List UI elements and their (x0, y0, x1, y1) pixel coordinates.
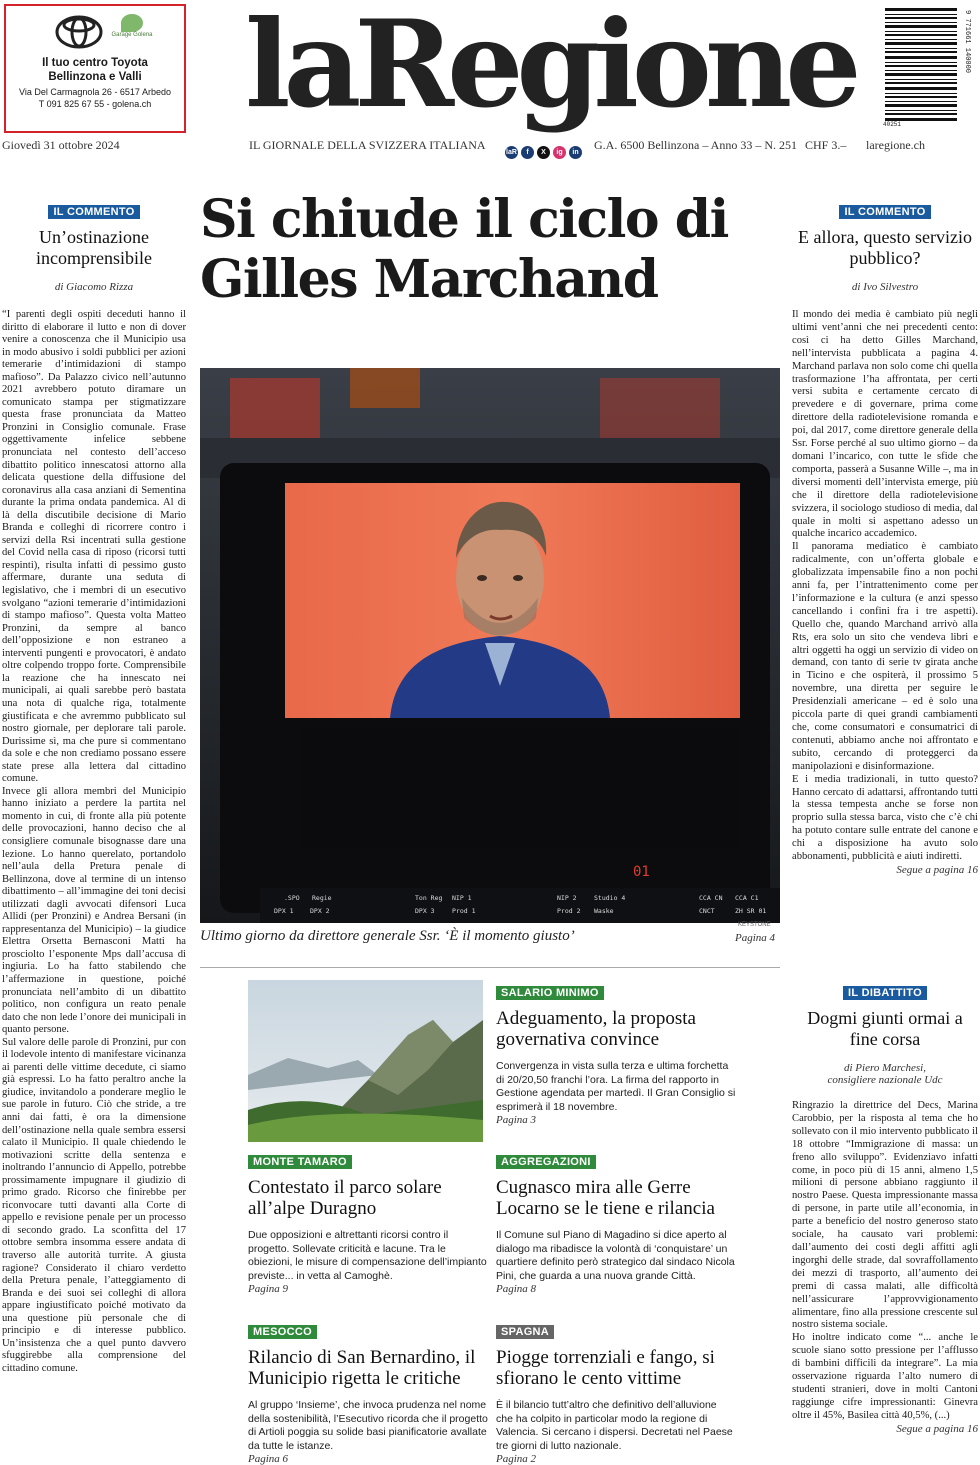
debate-column (792, 981, 978, 1435)
continued-pageref[interactable]: Segue a pagina 16 (896, 863, 978, 876)
left-commentary (2, 200, 186, 1375)
website[interactable]: laregione.ch (866, 138, 925, 152)
commentary-kicker: IL COMMENTO (839, 205, 930, 219)
toyota-logo-icon (54, 14, 104, 50)
commentary-body: “I parenti degli ospiti deceduti hanno il diritto di elaborare il lutto e non di dover venire a conoscenza che il Municipio usa in modo abusivo i soldi pubblici per azioni temerarie d’intimidazioni di stampo mafioso”. Da Palazzo civico nell’autunno 2021 avrebbero potuto diramare un comunicato stampa per stigmatizzare questa frase pronunciata da Matteo Pronzini in Consiglio comunale. Frase oggettivamente infelice sebbene pronunciata nel contesto dell’acceso dibattito politico innescatosi attorno alla delicata questione della diffusione del coronavirus alla casa anziani di Sementina durante la prima ondata pandemica. Al di là della discutibile decisione di Mario Branda e colleghi di ricorrere contro i servizi della Rsi incentrati sulla gestione del Covid nella casa di riposo (ricorsi tutti respinti), risulta infatti di pessimo gusto affermare, durante una seduta di legislativo, che i membri di un esecutivo svolgano “azioni temerarie d’intimidazioni di stampo mafioso”. Questa volta Matteo Pronzini, da sempre al banco dell’opposizione e non estraneo a interventi pungenti e provocatori, è andato oltre colpendo troppo forte. Comprensibile la reazione che ha innescato nei municipali, ai quali sarebbe però bastata una nota di qualche riga, totalmente giustificata e che avremmo pubblicato sul nostro giornale, per deplorare tali parole. Durissime sì, ma che pure si commentano da sole e che non crediamo possano essere state prese alla lettera dal cittadino comune. Invece gli allora membri del Municipio hanno iniziato a perdere la partita nel momento in cui, di fronte alla più potente delle provocazioni, hanno deciso che al consigliere comunale bisognasse dare una lezione. Lo hanno querelato, portandolo nell’aula della Pretura penale di Bellinzona, dove al termine di un intenso dibattimento – all’immagine dei toni decisi utilizzati dagli avvocati difensori Luca Allidi (per Pronzini) e Andrea Bersani (in rappresentanza del Municipio) – la giudice Elettra Orsetta Bernasconi Matti ha prosciolto l’esponente Mps dall’accusa di ingiuria. Lo ha fatto stabilendo che l’affermazione in questione, poiché pronunciata nell’ambito di un dibattito politico, non configura un reato penale dato che non lede l’onore dei municipali in quanto persone. Sul valore delle parole di Pronzini, pur con il lodevole intento di manifestare vicinanza ai parenti delle vittime decedute, ci siamo già espressi. Lo ha fatto peraltro anche la giudice, invitandolo a ponderare meglio le sue parole in futuro. Ciò che stride, a tre anni dai fatti, è ora la dimensione dell’ostinazione nella quale sembra essersi calato il Municipio. Il quale chiedendo le motivazioni scritte della sentenza e inoltrando l’annuncio di Appello, potrebbe prossimamente impugnare il giudizio di primo grado. Ricorso che finirebbe per riconvocare tutti davanti alla Corte di appello e revisione penale per un processo di secondo grado. La sconfitta del 17 ottobre sembra insomma essere andata di traverso alle autorità turrite. A giusta ragione? Considerato il chiaro verdetto della Pretura penale, l’atteggiamento di Branda e dei suoi sei colleghi di allora appare ingiustificato poiché motivato da una questione più personale che di principio e di interesse pubblico. Un’insistenza che a quel punto davvero sfuggirebbe alla comprensione del cittadino comune. (2, 309, 186, 1374)
photo-caption: Ultimo giorno da direttore generale Ssr. ‘È il momento giusto’ (200, 928, 575, 944)
story-kicker: SPAGNA (496, 1325, 554, 1339)
barcode-icon (883, 6, 973, 126)
masthead-logo: laRegione (245, 0, 855, 135)
story-title[interactable]: Piogge torrenziali e fango, si sfiorano le cento vittime (496, 1347, 715, 1389)
story-body: Due opposizioni e altrettanti ricorsi contro il progetto. Sollevate criticità e lacune. Tra le obiezioni, le misure di compensazione dell’impianto previste... in vetta al Camoghè. (248, 1229, 487, 1282)
story-kicker: MESOCCO (248, 1325, 317, 1339)
control-console: .SPO Regie Ton Reg NIP 1 NIP 2 Studio 4 CCA CN CCA C1 DPX 1 DPX 2 DPX 3 Prod 1 Prod 2 Waske CNCT ZH SR 01 (274, 894, 767, 915)
ad-headline: Il tuo centro Toyota Bellinzona e Valli (42, 57, 148, 83)
story-pageref[interactable]: Pagina 2 (496, 1453, 537, 1465)
story-title[interactable]: Contestato il parco solare all’alpe Duragno (248, 1177, 442, 1219)
mountain-landscape-image (248, 980, 483, 1142)
instagram-icon[interactable]: ig (553, 146, 566, 159)
story-title[interactable]: Cugnasco mira alle Gerre Locarno se le tiene e rilancia (496, 1177, 715, 1219)
main-story-pageref[interactable]: Pagina 4 (735, 932, 776, 944)
story-aggregazioni (496, 1150, 736, 1295)
barcode: 9 771661 140000 40251 (883, 6, 973, 126)
debate-body: Ringrazio la direttrice del Decs, Marina Carobbio, per la risposta al tema che ho sollevato con il mio intervento pubblicato il 18 ottobre “Immigrazione di massa: un freno allo sviluppo”. Evidenziavo infatti come, in poco più di 15 anni, almeno 1,5 milioni di persone abbiano raggiunto il nostro Paese. Questa impressionante massa di persone, in parte utile all’economia, in parte a beneficio del nostro generoso stato sociale, ha causato vari problemi: dall’aumento dei costi degli affitti agli ingorghi delle strade, dal sovraffollamento dei mezzi di trasporto, all’aumento dei premi di cassa malati, alle difficoltà nell’assicurare l’approvvigionamento alimentare, fino alla pressione crescente sul nostro sistema sociale. Ho inoltre indicato come “... anche le scuole siano sotto pressione per l’afflusso di bambini difficili da integrare”. La mia osservazione riguarda l’alto numero di studenti stranieri, dove in molti Cantoni raggiunge cifre impressionanti: Ginevra oltre il 45%, Basilea città 40,5%, (...) (792, 1100, 978, 1421)
story-body: È il bilancio tutt’altro che definitivo dell’alluvione che ha colpito in particolar modo la regione di Valencia. Si cercano i dispersi. Decretati nel Paese tre giorni di lutto nazionale. (496, 1399, 733, 1452)
price: CHF 3.– (805, 138, 847, 152)
story-body: Al gruppo ‘Insieme’, che invoca prudenza nel nome della sostenibilità, l’Esecutivo ricorda che il progetto di Artioli poggia su solide basi pianificatorie avallate da tutte le istanze. (248, 1399, 488, 1452)
debate-author-role: consigliere nazionale Udc (827, 1074, 943, 1086)
story-title[interactable]: Rilancio di San Bernardino, il Municipio rigetta le critiche (248, 1347, 476, 1389)
debate-author: di Piero Marchesi, (844, 1062, 926, 1074)
tv-studio-photo (200, 368, 780, 923)
story-kicker: SALARIO MINIMO (496, 986, 604, 1000)
facebook-icon[interactable]: f (521, 146, 534, 159)
monte-tamaro-photo[interactable] (248, 980, 483, 1142)
garage-golena-logo-icon: Garage Golena (110, 14, 154, 50)
right-commentary (792, 200, 978, 876)
social-links (505, 146, 582, 159)
story-title[interactable]: Adeguamento, la proposta governativa convince (496, 1008, 696, 1050)
debate-title[interactable]: Dogmi giunti ormai a fine corsa (807, 1008, 963, 1049)
section-divider (200, 967, 780, 968)
story-body: Convergenza in vista sulla terza e ultima forchetta di 20/20,50 franchi l’ora. La firma del rapporto in Gestione agendata per martedì. Il Gran Consiglio si esprimerà il 18 novembre. (496, 1060, 736, 1113)
toyota-ad[interactable] (4, 4, 186, 133)
story-pageref[interactable]: Pagina 8 (496, 1283, 537, 1295)
story-pageref[interactable]: Pagina 3 (496, 1114, 537, 1126)
main-photo[interactable] (200, 368, 780, 923)
commentary-title[interactable]: E allora, questo servizio pubblico? (798, 227, 972, 268)
tagline: IL GIORNALE DELLA SVIZZERA ITALIANA (249, 138, 486, 152)
story-kicker: MONTE TAMARO (248, 1155, 352, 1169)
story-spagna (496, 1320, 736, 1465)
story-salario-minimo (496, 981, 736, 1126)
story-mesocco (248, 1320, 488, 1465)
ad-contact: Via Del Carmagnola 26 - 6517 Arbedo T 091 825 67 55 - golena.ch (19, 87, 171, 109)
x-icon[interactable]: X (537, 146, 550, 159)
story-pageref[interactable]: Pagina 9 (248, 1283, 289, 1295)
story-body: Il Comune sul Piano di Magadino si dice aperto al dialogo ma ribadisce la volontà di ‘conquistare’ un quartiere definito però strategico dal sindaco Nicola Pini, che guarda a una nuova grande Città. (496, 1229, 735, 1282)
edition-info: G.A. 6500 Bellinzona – Anno 33 – N. 251 (594, 138, 797, 152)
story-monte-tamaro (248, 1150, 488, 1295)
commentary-title[interactable]: Un’ostinazione incomprensibile (36, 227, 152, 268)
continued-pageref[interactable]: Segue a pagina 16 (896, 1422, 978, 1435)
photo-credit: KEYSTONE (738, 922, 771, 928)
commentary-author: di Giacomo Rizza (54, 281, 134, 293)
debate-kicker: IL DIBATTITO (843, 986, 927, 1000)
commentary-author: di Ivo Silvestro (851, 281, 919, 293)
linkedin-icon[interactable]: in (569, 146, 582, 159)
laregione-icon[interactable]: laR (505, 146, 518, 159)
story-pageref[interactable]: Pagina 6 (248, 1453, 289, 1465)
commentary-kicker: IL COMMENTO (48, 205, 139, 219)
story-kicker: AGGREGAZIONI (496, 1155, 596, 1169)
main-headline[interactable]: Si chiude il ciclo di Gilles Marchand (200, 189, 728, 310)
issue-date: Giovedì 31 ottobre 2024 (2, 138, 120, 152)
dateline (0, 134, 980, 156)
screen-counter: 01 (633, 864, 650, 880)
commentary-body: Il mondo dei media è cambiato più negli ultimi vent’anni che nei precedenti cento: così ci ha detto Gilles Marchand, nell’intervista pubblicata a pagina 4. Marchand parlava non solo come chi quella trasformazione l’ha affrontata, per certi versi subita e certamente cercato di prevedere e di governare, prima come direttore della radiotelevisione romanda e poi, dal 2017, come direttore generale della Ssr. Forse perché al suo ultimo giorno – da domani l’incarico, con tutte le sfide che comporta, passerà a Susanne Wille –, ma in diversi momenti dell’intervista emerge, più che il direttore della radiotelevisione svizzera, il sociologo studioso di media, dal quale in molti si aspettano adesso un qualche incarico accademico. Il panorama mediatico è cambiato radicalmente, con un’offerta globale e globalizzata impensabile fino a non pochi anni fa, per l’intrattenimento come per l’informazione e la cultura (e anzi spesso cancellando i confini fra i tre aspetti). Quello che, quando Marchand arrivò alla Rts, era solo un sito che vendeva libri e altri oggetti ha oggi un servizio di video on demand, con tanto di serie tv girata anche in Ticino e che ospiterà, il prossimo 5 novembre, una diretta per seguire le Presidenziali americane – ed è solo una piccola parte di quei grandi cambiamenti che, come consumatori e consumatrici di contenuti, abbiamo anche noi affrontato e subito, cercando di proteggerci da manipolazioni e disinformazione. E i media tradizionali, in tutto questo? Hanno cercato di adattarsi, affrontando tutti la stessa tempesta anche se forse non proprio sulla stessa barca, visto che c’è chi ha potuto contare sulle entrate del canone e chi a disposizione ha avuto solo abbonamenti, pubblicità e aiuti indiretti. (792, 309, 978, 863)
